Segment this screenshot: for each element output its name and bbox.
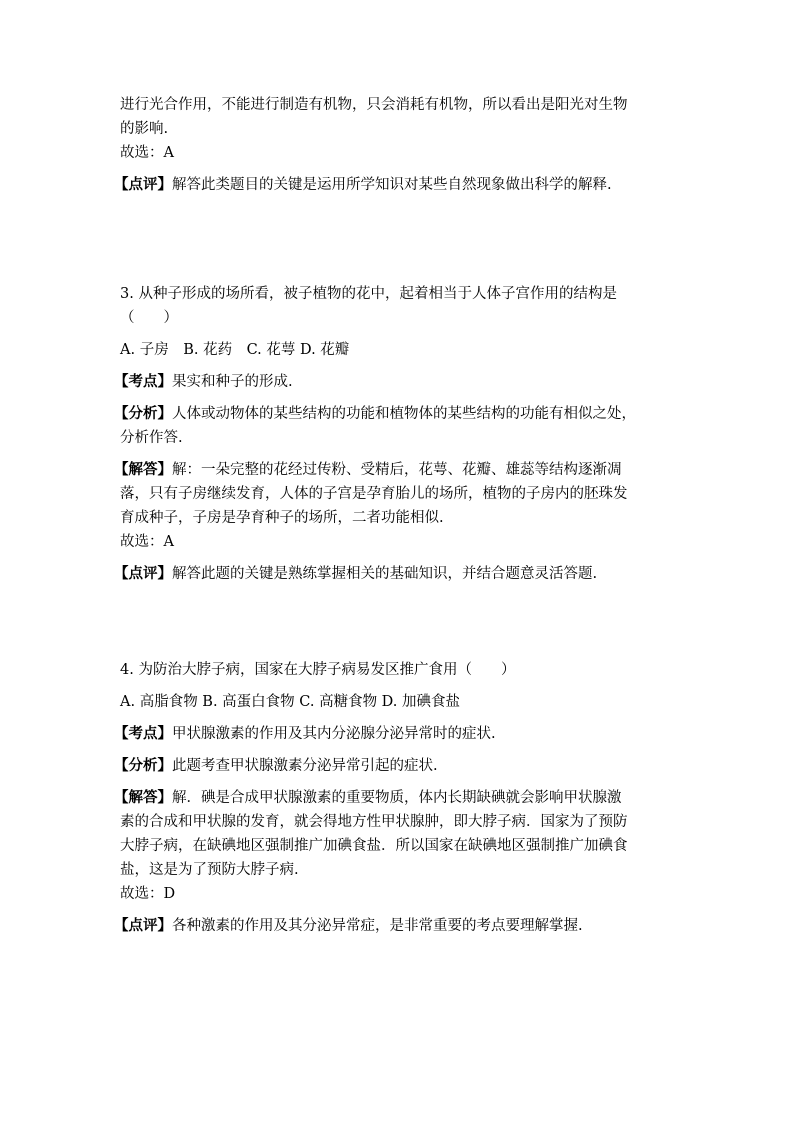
- q3-kaodian: [114, 370, 680, 394]
- prev-answer: 故选：A: [120, 145, 174, 161]
- q4-jieda-line-2: 素的合成和甲状腺的发育，就会得地方性甲状腺肿，即大脖子病．国家为了预防: [120, 814, 628, 830]
- q4-jieda-line-4: 盐，这是为了预防大脖子病.: [120, 862, 299, 878]
- q4-jieda-line-1: [114, 786, 680, 810]
- review-tag: 【点评】: [114, 566, 172, 582]
- review-text: 解答此类题目的关键是运用所学知识对某些自然现象做出科学的解释.: [172, 177, 612, 193]
- q4-review: [114, 914, 680, 938]
- q4-fenxi: [114, 754, 680, 778]
- jieda-tag: 【解答】: [114, 790, 172, 806]
- jieda-text: 解．碘是合成甲状腺激素的重要物质，体内长期缺碘就会影响甲状腺激: [172, 790, 622, 806]
- document-page: [114, 93, 680, 938]
- fenxi-text: 人体或动物体的某些结构的功能和植物体的某些结构的功能有相似之处，: [172, 406, 636, 422]
- kaodian-tag: 【考点】: [114, 374, 172, 390]
- q3-options: A. 子房 B. 花药 C. 花萼 D. 花瓣: [120, 342, 350, 358]
- review-tag: 【点评】: [114, 918, 172, 934]
- kaodian-text: 甲状腺激素的作用及其内分泌腺分泌异常时的症状.: [172, 726, 496, 742]
- fenxi-tag: 【分析】: [114, 406, 172, 422]
- fenxi-text: 此题考查甲状腺激素分泌异常引起的症状.: [172, 758, 438, 774]
- review-tag: 【点评】: [114, 177, 172, 193]
- q4-jieda-line-3: 大脖子病，在缺碘地区强制推广加碘食盐．所以国家在缺碘地区强制推广加碘食: [120, 838, 628, 854]
- q4-options: A. 高脂食物 B. 高蛋白食物 C. 高糖食物 D. 加碘食盐: [120, 694, 461, 710]
- prev-analysis-line-1: 进行光合作用，不能进行制造有机物，只会消耗有机物，所以看出是阳光对生物: [120, 97, 628, 113]
- q3-stem-line-2: （ ）: [120, 310, 178, 326]
- q3-answer: 故选：A: [120, 534, 174, 550]
- q3-fenxi-line-2: 分析作答.: [120, 430, 183, 446]
- prev-review: [114, 173, 680, 197]
- prev-analysis-line-2: 的影响.: [120, 121, 169, 137]
- kaodian-tag: 【考点】: [114, 726, 172, 742]
- q4-answer: 故选：D: [120, 886, 176, 902]
- q3-review: [114, 562, 680, 586]
- jieda-text: 解：一朵完整的花经过传粉、受精后，花萼、花瓣、雄蕊等结构逐渐凋: [172, 462, 622, 478]
- jieda-tag: 【解答】: [114, 462, 172, 478]
- review-text: 各种激素的作用及其分泌异常症，是非常重要的考点要理解掌握.: [172, 918, 583, 934]
- kaodian-text: 果实和种子的形成.: [172, 374, 293, 390]
- q3-jieda-line-2: 落，只有子房继续发育，人体的子宫是孕育胎儿的场所，植物的子房内的胚珠发: [120, 486, 628, 502]
- q3-jieda-line-3: 育成种子，子房是孕育种子的场所，二者功能相似.: [120, 510, 444, 526]
- q3-stem-line-1: 3. 从种子形成的场所看，被子植物的花中，起着相当于人体子宫作用的结构是: [120, 286, 617, 302]
- fenxi-tag: 【分析】: [114, 758, 172, 774]
- q4-stem-line-1: 4. 为防治大脖子病，国家在大脖子病易发区推广食用（ ）: [120, 662, 516, 678]
- q4-kaodian: [114, 722, 680, 746]
- review-text: 解答此题的关键是熟练掌握相关的基础知识，并结合题意灵活答题.: [172, 566, 598, 582]
- q3-fenxi-line-1: [114, 402, 680, 426]
- q3-jieda-line-1: [114, 458, 680, 482]
